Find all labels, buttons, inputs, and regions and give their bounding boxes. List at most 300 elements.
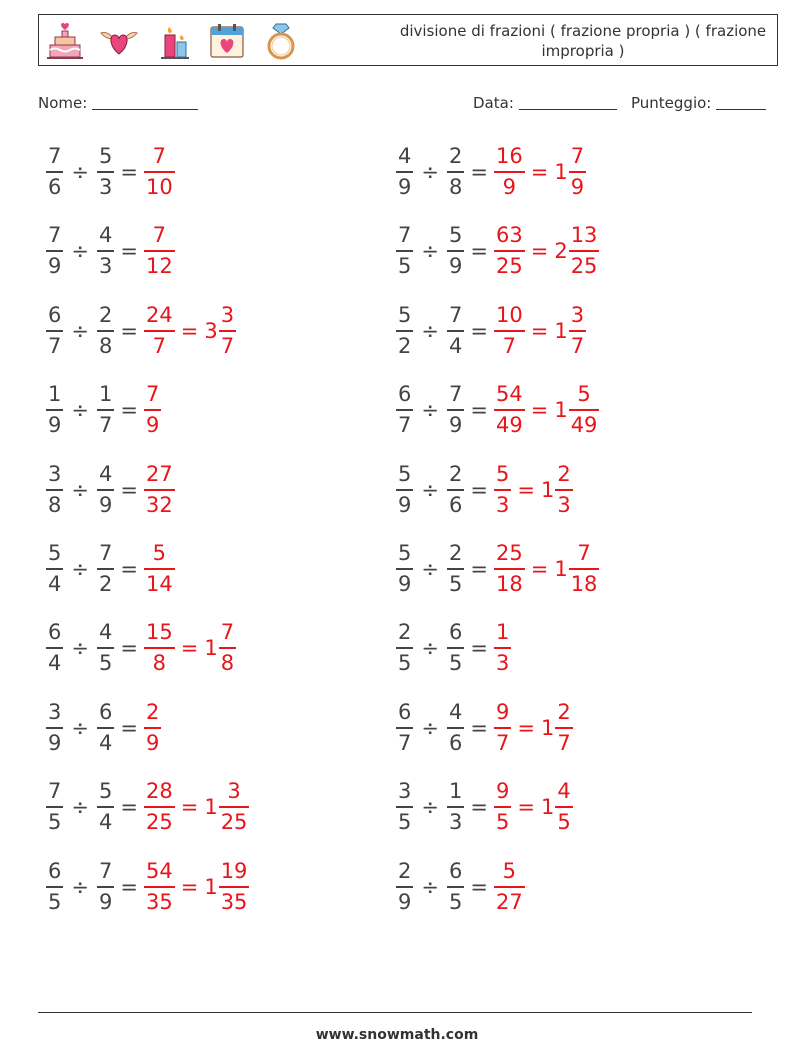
- dividend-fraction-denominator: 5: [398, 651, 412, 676]
- divisor-fraction-numerator: 4: [98, 620, 113, 645]
- divisor-fraction-denominator: 4: [98, 730, 113, 755]
- answer-fraction-denominator: 35: [145, 889, 173, 914]
- equals-sign: =: [120, 160, 138, 184]
- mixed-fraction-numerator: 7: [570, 144, 585, 168]
- mixed-fraction: [569, 143, 586, 201]
- mixed-fraction: [569, 540, 600, 598]
- divisor-fraction-denominator: 8: [98, 333, 113, 358]
- equals-sign: =: [120, 477, 138, 502]
- problem-item: [396, 378, 599, 442]
- name-field[interactable]: [38, 93, 198, 112]
- fraction-bar: [97, 409, 114, 411]
- dividend-fraction-denominator: 9: [398, 889, 412, 914]
- dividend-fraction: [396, 143, 413, 201]
- fraction-bar: [494, 568, 525, 570]
- answer-equals-sign: =: [530, 239, 549, 264]
- date-blank[interactable]: [519, 93, 617, 110]
- equals-sign: =: [120, 239, 138, 264]
- divisor-fraction: [447, 222, 464, 280]
- dividend-fraction: [396, 381, 413, 439]
- dividend-fraction-numerator: 7: [48, 223, 62, 248]
- fraction-bar: [396, 171, 413, 173]
- divisor-fraction: [97, 619, 114, 677]
- dividend-fraction-denominator: 5: [48, 810, 62, 835]
- divisor-fraction: [97, 381, 114, 439]
- dividend-fraction-numerator: 3: [48, 699, 62, 724]
- answer-fraction-numerator: 2: [145, 699, 160, 724]
- answer-fraction-denominator: 7: [152, 333, 167, 358]
- dividend-fraction-denominator: 7: [398, 413, 412, 438]
- divisor-fraction-numerator: 7: [448, 382, 463, 407]
- divide-sign: ÷: [421, 318, 439, 343]
- answer-fraction-denominator: 7: [495, 730, 510, 755]
- equals-sign: =: [470, 477, 488, 502]
- dividend-fraction-numerator: 6: [48, 620, 62, 645]
- dividend-fraction: [46, 302, 63, 360]
- fraction-bar: [494, 250, 525, 252]
- answer-fraction-denominator: 32: [145, 492, 173, 517]
- mixed-whole-number: 1: [204, 636, 218, 661]
- fraction-bar: [447, 330, 464, 332]
- fraction-bar: [569, 250, 600, 252]
- divide-sign: ÷: [421, 477, 439, 502]
- divisor-fraction-numerator: 2: [98, 302, 113, 327]
- divisor-fraction-denominator: 9: [98, 492, 113, 517]
- answer-fraction-numerator: 7: [145, 382, 160, 407]
- mixed-fraction: [555, 778, 572, 836]
- fraction-bar: [219, 806, 250, 808]
- answer-fraction: [494, 619, 511, 677]
- answer: [144, 858, 249, 916]
- mixed-fraction-denominator: 5: [557, 810, 571, 835]
- equals-sign: =: [470, 557, 488, 581]
- mixed-fraction-denominator: 49: [570, 413, 598, 438]
- problem-item: [46, 378, 161, 442]
- fraction-bar: [46, 727, 63, 729]
- divisor-fraction: [447, 461, 464, 519]
- answer: [494, 143, 586, 201]
- fraction-bar: [97, 489, 114, 491]
- fraction-bar: [396, 886, 413, 888]
- dividend-fraction-numerator: 4: [398, 144, 412, 168]
- answer-fraction-denominator: 8: [152, 651, 167, 676]
- dividend-fraction-numerator: 3: [48, 461, 62, 486]
- answer-fraction: [494, 381, 525, 439]
- dividend-fraction-numerator: 6: [398, 382, 412, 407]
- equals-sign: =: [120, 874, 138, 899]
- fraction-bar: [447, 647, 464, 649]
- dividend-fraction-numerator: 5: [398, 541, 412, 565]
- answer-fraction-denominator: 14: [145, 572, 173, 596]
- answer-fraction-numerator: 15: [145, 620, 173, 645]
- dividend-fraction-numerator: 7: [398, 223, 412, 248]
- divisor-fraction-numerator: 1: [98, 382, 113, 407]
- dividend-fraction-denominator: 4: [48, 572, 62, 596]
- mixed-fraction: [219, 619, 236, 677]
- mixed-fraction-denominator: 35: [220, 889, 248, 914]
- fraction-bar: [144, 250, 175, 252]
- divide-sign: ÷: [421, 398, 439, 423]
- equals-sign: =: [120, 636, 138, 661]
- answer-fraction-denominator: 5: [495, 810, 510, 835]
- answer-fraction: [494, 699, 511, 757]
- answer-equals-sign: =: [180, 636, 199, 661]
- divisor-fraction-denominator: 3: [448, 810, 463, 835]
- divide-sign: ÷: [71, 874, 89, 899]
- dividend-fraction-numerator: 5: [48, 541, 62, 565]
- dividend-fraction: [46, 619, 63, 677]
- answer: [494, 381, 599, 439]
- answer: [494, 778, 573, 836]
- mixed-fraction-numerator: 7: [577, 541, 591, 565]
- answer-fraction-numerator: 5: [495, 461, 510, 486]
- fraction-bar: [46, 409, 63, 411]
- problem-item: [396, 140, 586, 204]
- divisor-fraction-numerator: 4: [448, 699, 463, 724]
- fraction-bar: [97, 250, 114, 252]
- fraction-bar: [144, 568, 175, 570]
- dividend-fraction: [396, 461, 413, 519]
- mixed-fraction: [569, 302, 586, 360]
- score-field[interactable]: [631, 93, 766, 112]
- dividend-fraction: [396, 858, 413, 916]
- dividend-fraction: [46, 858, 63, 916]
- answer-fraction-numerator: 25: [495, 541, 523, 565]
- divisor-fraction-numerator: 7: [448, 302, 463, 327]
- divide-sign: ÷: [421, 795, 439, 820]
- divide-sign: ÷: [71, 477, 89, 502]
- fraction-bar: [555, 727, 572, 729]
- divisor-fraction-numerator: 2: [448, 144, 463, 168]
- fraction-bar: [46, 330, 63, 332]
- fraction-bar: [396, 409, 413, 411]
- answer-fraction: [494, 858, 525, 916]
- fraction-bar: [97, 806, 114, 808]
- answer-fraction-denominator: 25: [145, 810, 173, 835]
- dividend-fraction-numerator: 6: [48, 302, 62, 327]
- problem-item: [396, 855, 525, 919]
- divisor-fraction-denominator: 9: [98, 889, 113, 914]
- footer-url: www.snowmath.com: [315, 1027, 479, 1043]
- answer-fraction-denominator: 9: [502, 175, 517, 199]
- dividend-fraction-denominator: 6: [48, 175, 62, 199]
- fraction-bar: [46, 647, 63, 649]
- answer-equals-sign: =: [180, 795, 199, 820]
- worksheet-title: divisione di frazioni ( frazione propria ) ( frazione impropria ): [399, 22, 767, 60]
- divisor-fraction: [447, 619, 464, 677]
- divisor-fraction-numerator: 4: [98, 461, 113, 486]
- dividend-fraction: [396, 540, 413, 598]
- divisor-fraction-denominator: 5: [448, 889, 463, 914]
- mixed-fraction-numerator: 5: [577, 382, 591, 407]
- fraction-bar: [447, 250, 464, 252]
- fraction-bar: [396, 647, 413, 649]
- fraction-bar: [46, 489, 63, 491]
- answer-fraction-denominator: 49: [495, 413, 523, 438]
- fraction-bar: [447, 171, 464, 173]
- divisor-fraction-numerator: 7: [98, 858, 113, 883]
- divide-sign: ÷: [421, 557, 439, 581]
- divisor-fraction-denominator: 3: [98, 254, 113, 279]
- fraction-bar: [494, 886, 525, 888]
- divisor-fraction-numerator: 6: [448, 858, 463, 883]
- fraction-bar: [144, 330, 175, 332]
- answer: [494, 858, 525, 916]
- answer-fraction-denominator: 7: [502, 333, 517, 358]
- mixed-fraction-denominator: 8: [220, 651, 235, 676]
- mixed-fraction-denominator: 7: [220, 333, 235, 358]
- divisor-fraction-denominator: 2: [98, 572, 113, 596]
- dividend-fraction-denominator: 5: [48, 889, 62, 914]
- divisor-fraction-denominator: 5: [98, 651, 113, 676]
- dividend-fraction-denominator: 2: [398, 333, 412, 358]
- answer-fraction-numerator: 63: [495, 223, 523, 248]
- fraction-bar: [219, 886, 250, 888]
- equals-sign: =: [470, 874, 488, 899]
- answer-fraction: [144, 619, 175, 677]
- equals-sign: =: [470, 636, 488, 661]
- equals-sign: =: [470, 795, 488, 820]
- name-label: Nome:: [38, 94, 88, 112]
- answer-fraction-numerator: 10: [495, 302, 523, 327]
- answer: [144, 222, 175, 280]
- answer-fraction-denominator: 10: [145, 175, 173, 199]
- fraction-bar: [494, 727, 511, 729]
- answer-fraction: [144, 143, 175, 201]
- dividend-fraction-numerator: 2: [398, 858, 412, 883]
- fraction-bar: [97, 647, 114, 649]
- dividend-fraction-denominator: 9: [398, 492, 412, 517]
- dividend-fraction-numerator: 5: [398, 461, 412, 486]
- mixed-fraction: [219, 778, 250, 836]
- divide-sign: ÷: [71, 557, 89, 581]
- equals-sign: =: [120, 715, 138, 740]
- dividend-fraction-denominator: 7: [398, 730, 412, 755]
- dividend-fraction: [46, 778, 63, 836]
- cake-icon: [45, 21, 85, 61]
- fraction-bar: [144, 171, 175, 173]
- divide-sign: ÷: [71, 795, 89, 820]
- answer-equals-sign: =: [180, 874, 199, 899]
- fraction-bar: [494, 647, 511, 649]
- answer: [144, 461, 175, 519]
- mixed-fraction-denominator: 7: [557, 730, 571, 755]
- fraction-bar: [494, 330, 525, 332]
- equals-sign: =: [470, 398, 488, 423]
- score-blank[interactable]: [716, 93, 766, 110]
- answer-fraction-denominator: 25: [495, 254, 523, 279]
- fraction-bar: [97, 330, 114, 332]
- answer: [144, 540, 175, 598]
- fraction-bar: [569, 171, 586, 173]
- divisor-fraction-numerator: 5: [448, 223, 463, 248]
- divisor-fraction-numerator: 2: [448, 461, 463, 486]
- equals-sign: =: [120, 795, 138, 820]
- fraction-bar: [144, 886, 175, 888]
- calendar-heart-icon: [207, 21, 247, 61]
- divide-sign: ÷: [71, 160, 89, 184]
- dividend-fraction-numerator: 5: [398, 302, 412, 327]
- divide-sign: ÷: [71, 318, 89, 343]
- answer-fraction-numerator: 9: [495, 699, 510, 724]
- dividend-fraction-denominator: 9: [48, 254, 62, 279]
- name-blank[interactable]: [92, 93, 198, 110]
- answer-fraction: [494, 143, 525, 201]
- mixed-fraction-denominator: 9: [570, 175, 585, 199]
- answer-fraction-denominator: 9: [145, 730, 160, 755]
- fraction-bar: [144, 489, 175, 491]
- fraction-bar: [396, 330, 413, 332]
- fraction-bar: [447, 727, 464, 729]
- fraction-bar: [46, 886, 63, 888]
- dividend-fraction: [46, 461, 63, 519]
- answer-equals-sign: =: [530, 160, 549, 184]
- winged-heart-icon: [99, 21, 139, 61]
- answer-equals-sign: =: [530, 398, 549, 423]
- answer-equals-sign: =: [517, 795, 535, 820]
- dividend-fraction-numerator: 6: [398, 699, 412, 724]
- divisor-fraction: [447, 540, 464, 598]
- mixed-fraction-numerator: 2: [557, 699, 571, 724]
- mixed-whole-number: 1: [204, 874, 218, 899]
- divisor-fraction: [97, 143, 114, 201]
- answer: [144, 699, 161, 757]
- equals-sign: =: [120, 557, 138, 581]
- answer-fraction-numerator: 7: [152, 144, 167, 168]
- fraction-bar: [396, 806, 413, 808]
- answer-fraction-numerator: 54: [495, 382, 523, 407]
- divisor-fraction-denominator: 7: [98, 413, 113, 438]
- answer-fraction-numerator: 5: [152, 541, 167, 565]
- mixed-fraction-numerator: 3: [220, 302, 235, 327]
- divisor-fraction-denominator: 9: [448, 413, 463, 438]
- dividend-fraction-numerator: 2: [398, 620, 412, 645]
- mixed-fraction: [219, 858, 250, 916]
- equals-sign: =: [120, 318, 138, 343]
- answer-fraction: [144, 381, 161, 439]
- answer-fraction: [144, 461, 175, 519]
- answer-equals-sign: =: [517, 715, 535, 740]
- answer-fraction: [144, 778, 175, 836]
- mixed-fraction: [555, 461, 572, 519]
- fraction-bar: [97, 568, 114, 570]
- divide-sign: ÷: [71, 398, 89, 423]
- date-label: Data:: [473, 94, 514, 112]
- divisor-fraction: [97, 858, 114, 916]
- mixed-whole-number: 1: [554, 160, 568, 184]
- divisor-fraction: [97, 302, 114, 360]
- answer: [144, 143, 175, 201]
- divisor-fraction-numerator: 7: [98, 541, 113, 565]
- dividend-fraction: [396, 619, 413, 677]
- answer: [144, 381, 161, 439]
- fraction-bar: [144, 806, 175, 808]
- mixed-whole-number: 1: [540, 715, 555, 740]
- dividend-fraction-denominator: 9: [398, 572, 412, 596]
- divisor-fraction: [97, 699, 114, 757]
- fraction-bar: [46, 171, 63, 173]
- worksheet-header: [38, 14, 778, 66]
- divisor-fraction-numerator: 2: [448, 541, 463, 565]
- fraction-bar: [97, 727, 114, 729]
- answer-fraction-numerator: 28: [145, 779, 173, 804]
- divisor-fraction: [447, 381, 464, 439]
- fraction-bar: [447, 489, 464, 491]
- answer-fraction: [494, 222, 525, 280]
- answer-fraction-numerator: 54: [145, 858, 173, 883]
- fraction-bar: [555, 489, 572, 491]
- mixed-fraction-denominator: 7: [570, 333, 585, 358]
- fraction-bar: [46, 568, 63, 570]
- problem-item: [396, 696, 573, 760]
- fraction-bar: [569, 568, 600, 570]
- dividend-fraction-denominator: 4: [48, 651, 62, 676]
- answer-fraction-numerator: 1: [495, 620, 510, 645]
- ring-icon: [261, 21, 301, 61]
- mixed-whole-number: 2: [554, 239, 568, 264]
- dividend-fraction: [46, 381, 63, 439]
- answer-fraction-denominator: 9: [145, 413, 160, 438]
- divisor-fraction-denominator: 9: [448, 254, 463, 279]
- date-field[interactable]: [473, 93, 617, 112]
- divisor-fraction: [97, 222, 114, 280]
- answer: [494, 302, 586, 360]
- mixed-fraction-numerator: 3: [227, 779, 241, 804]
- answer-fraction-numerator: 27: [145, 461, 173, 486]
- divisor-fraction: [97, 461, 114, 519]
- fraction-bar: [569, 409, 600, 411]
- fraction-bar: [219, 647, 236, 649]
- answer-fraction: [144, 540, 175, 598]
- fraction-bar: [144, 647, 175, 649]
- fraction-bar: [396, 568, 413, 570]
- answer-equals-sign: =: [530, 557, 549, 581]
- footer-divider: [38, 1012, 752, 1013]
- answer-equals-sign: =: [530, 318, 549, 343]
- answer-fraction-denominator: 12: [145, 254, 173, 279]
- fraction-bar: [494, 409, 525, 411]
- divide-sign: ÷: [71, 715, 89, 740]
- answer-fraction-numerator: 7: [152, 223, 167, 248]
- answer-fraction: [494, 540, 525, 598]
- candles-icon: [153, 21, 193, 61]
- answer-fraction-numerator: 5: [502, 858, 517, 883]
- answer: [494, 540, 599, 598]
- mixed-fraction-numerator: 19: [220, 858, 248, 883]
- fraction-bar: [396, 489, 413, 491]
- answer-fraction-numerator: 16: [495, 144, 523, 168]
- equals-sign: =: [470, 160, 488, 184]
- fraction-bar: [494, 489, 511, 491]
- mixed-fraction-numerator: 2: [557, 461, 571, 486]
- answer: [144, 778, 249, 836]
- mixed-fraction: [555, 699, 572, 757]
- problem-item: [46, 458, 175, 522]
- divisor-fraction: [447, 143, 464, 201]
- divisor-fraction-denominator: 5: [448, 651, 463, 676]
- fraction-bar: [396, 250, 413, 252]
- problem-item: [46, 299, 236, 363]
- dividend-fraction: [396, 222, 413, 280]
- dividend-fraction-denominator: 8: [48, 492, 62, 517]
- mixed-fraction-denominator: 3: [557, 492, 571, 517]
- mixed-fraction: [569, 381, 600, 439]
- mixed-whole-number: 3: [204, 318, 218, 343]
- fraction-bar: [396, 727, 413, 729]
- mixed-whole-number: 1: [540, 477, 555, 502]
- mixed-fraction-numerator: 3: [570, 302, 585, 327]
- divide-sign: ÷: [421, 160, 439, 184]
